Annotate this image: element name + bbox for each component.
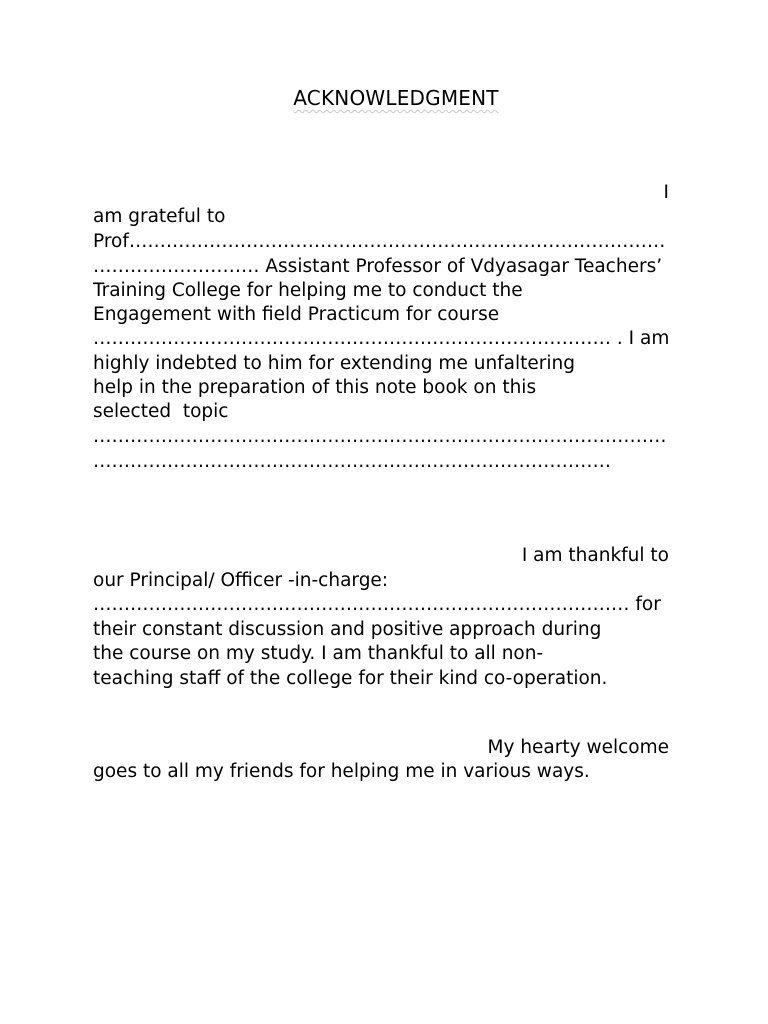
paragraph-3-line: My hearty welcome bbox=[487, 737, 669, 758]
paragraph-1-line: ………………………………………………………………………… . I am bbox=[93, 328, 670, 349]
paragraph-2-line: our Principal/ Officer -in-charge: bbox=[93, 570, 389, 591]
paragraph-1-line: Engagement with field Practicum for course bbox=[93, 304, 500, 325]
paragraph-2-line: …………………………………………………………………………… for bbox=[93, 594, 661, 615]
paragraph-1-line: help in the preparation of this note book on this bbox=[93, 377, 537, 398]
paragraph-2-line: the course on my study. I am thankful to all non- bbox=[93, 643, 544, 664]
page-title bbox=[0, 86, 768, 110]
paragraph-1-line: I bbox=[663, 182, 669, 203]
paragraph-1-line: am grateful to bbox=[93, 206, 226, 227]
paragraph-1-line: Prof…………………………………………………………………………… bbox=[93, 231, 666, 252]
paragraph-2-line: teaching staff of the college for their kind co-operation. bbox=[93, 668, 608, 689]
paragraph-2-line: their constant discussion and positive approach during bbox=[93, 619, 602, 640]
paragraph-1-line: highly indebted to him for extending me unfaltering bbox=[93, 353, 576, 374]
paragraph-1-line: ……………………… Assistant Professor of Vdyasagar Teachers’ bbox=[93, 256, 663, 277]
paragraph-1-line: ………………………………………………………………………………… bbox=[93, 426, 667, 447]
paragraph-1-line: selected topic bbox=[93, 401, 229, 422]
paragraph-1-line: ………………………………………………………………………… bbox=[93, 451, 611, 472]
paragraph-2-line: I am thankful to bbox=[521, 545, 669, 566]
paragraph-3-line: goes to all my friends for helping me in various ways. bbox=[93, 761, 590, 782]
paragraph-1-line: Training College for helping me to conduct the bbox=[93, 280, 523, 301]
title-text: ACKNOWLEDGMENT bbox=[293, 86, 499, 110]
